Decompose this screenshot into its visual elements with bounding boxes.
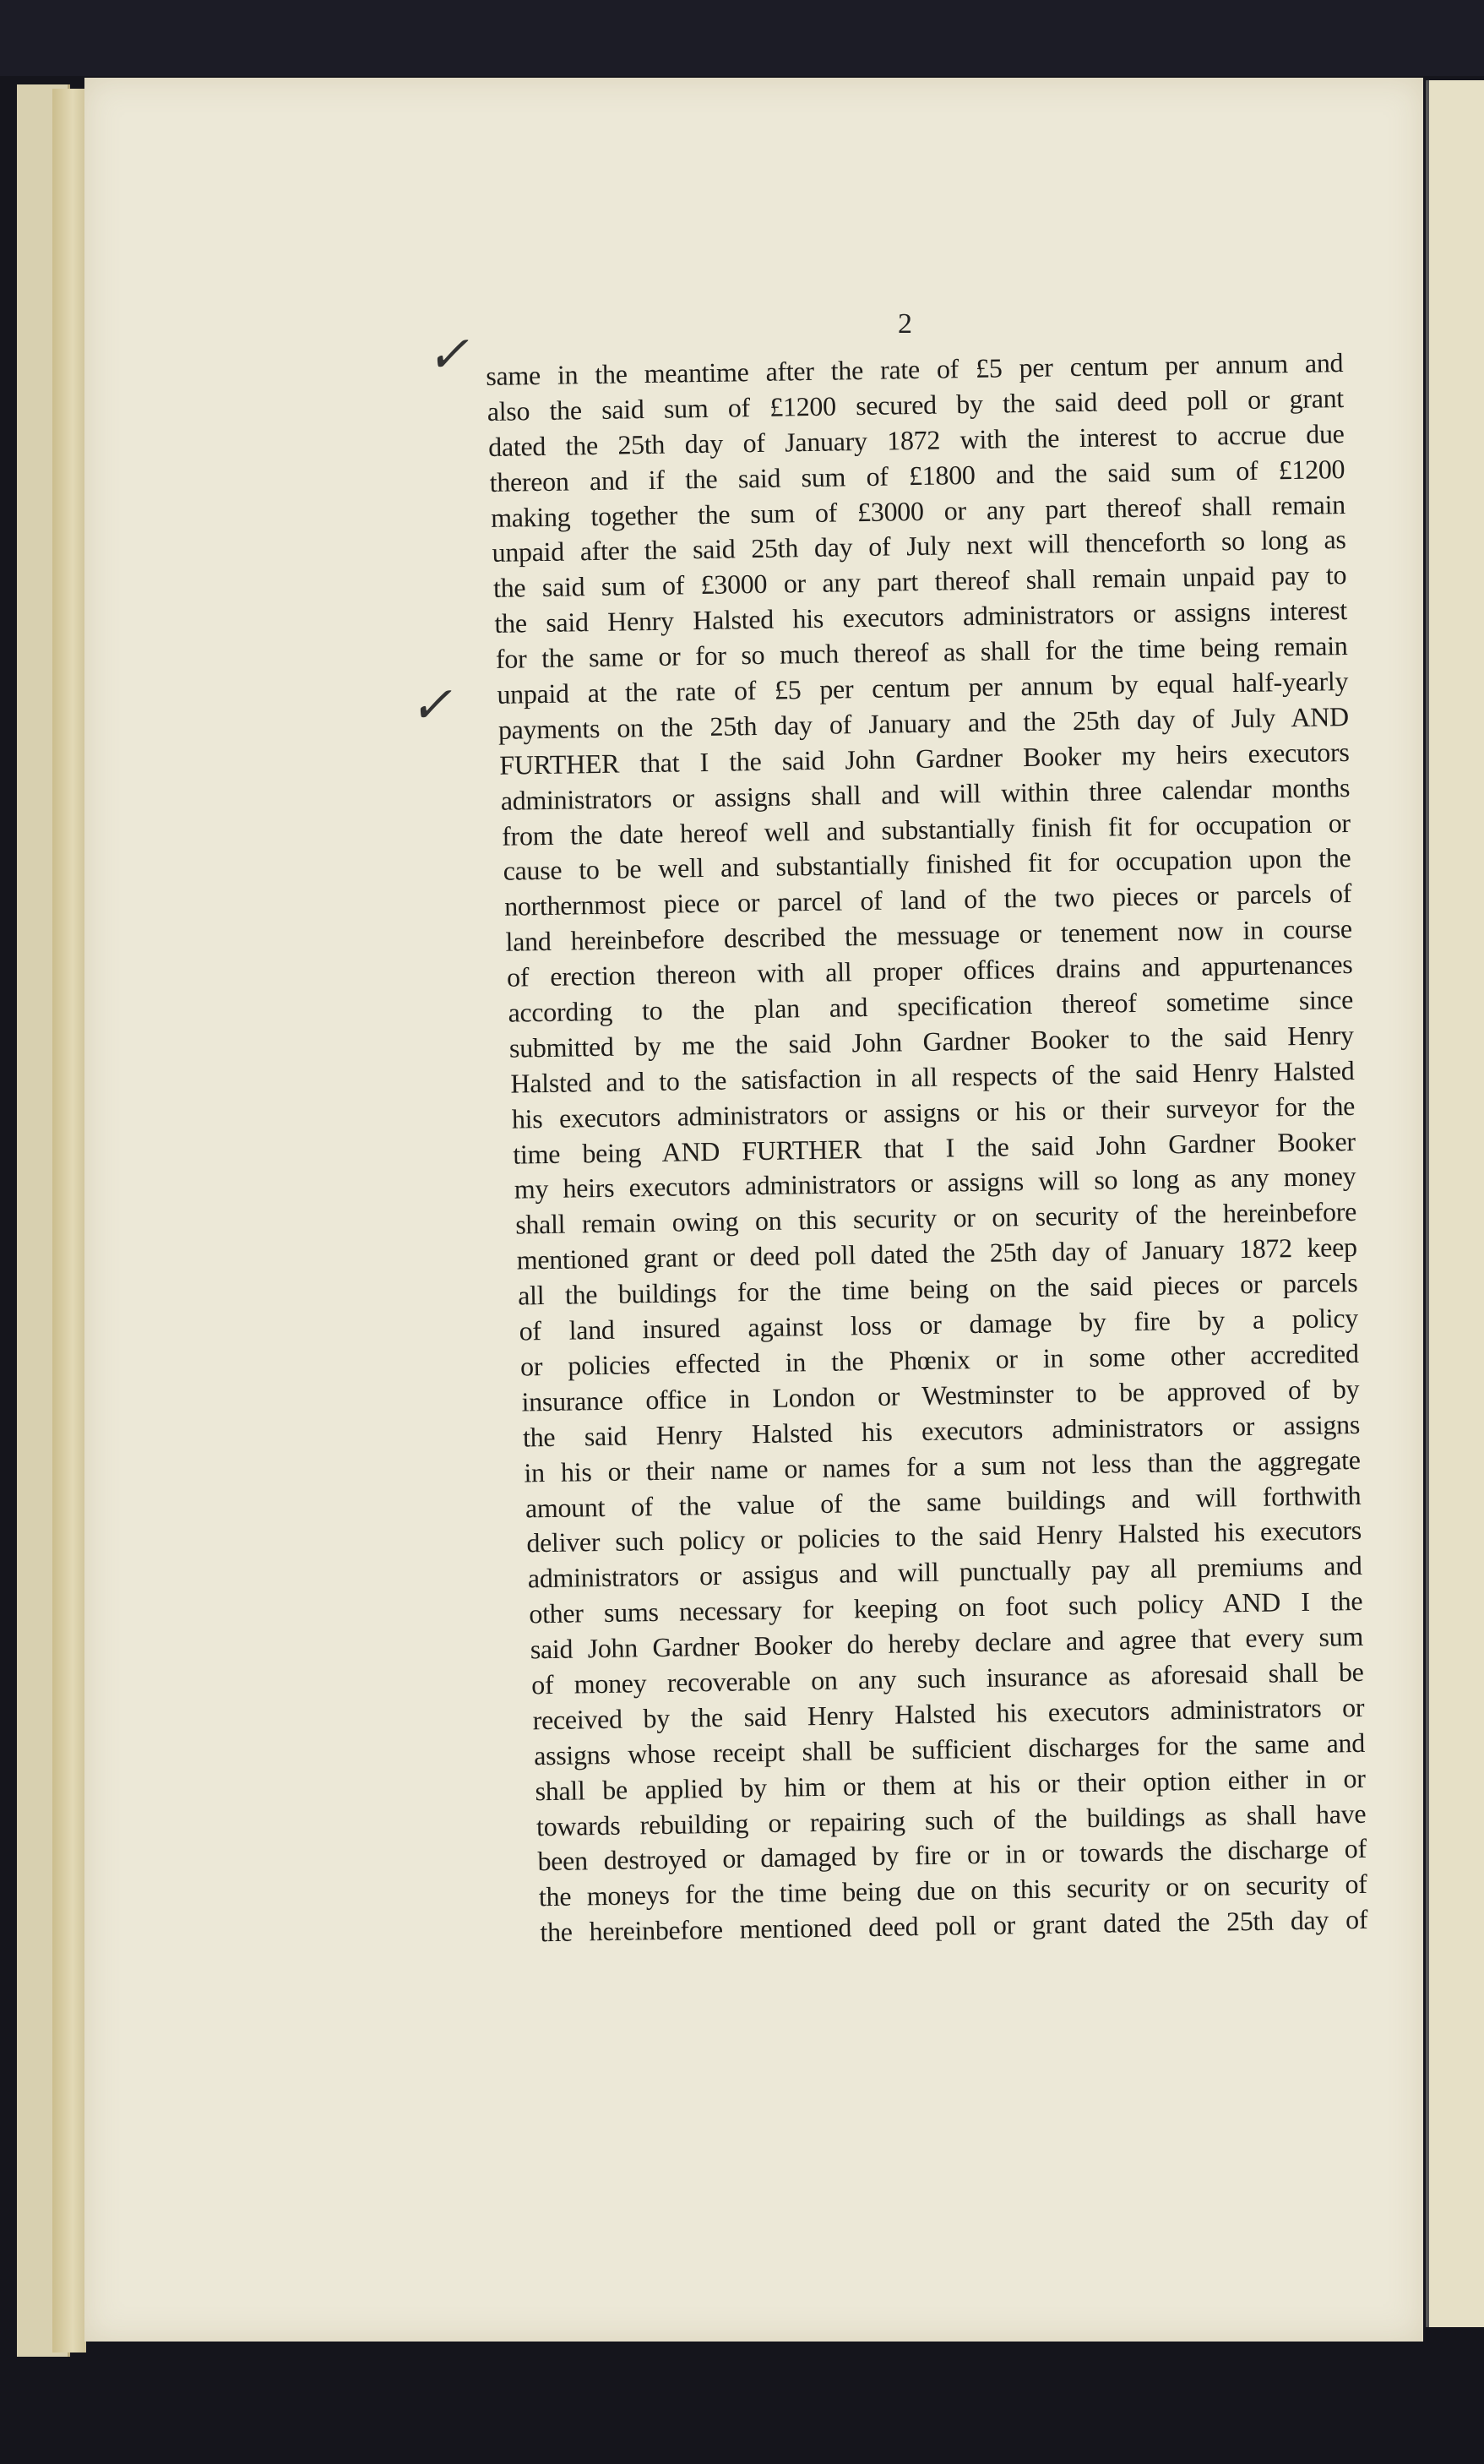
text-line: other sums necessary for keeping on foot such policy AND I the bbox=[529, 1586, 1363, 1629]
text-line: from the date hereof well and substantially finish fit for occupation or bbox=[501, 807, 1351, 851]
text-line: shall remain owing on this security or on security of the hereinbefore bbox=[515, 1196, 1357, 1240]
text-line: been destroyed or damaged by fire or in or towards the discharge of bbox=[537, 1833, 1367, 1877]
text-line: administrators or assigus and will punctually pay all premiums and bbox=[527, 1550, 1362, 1594]
text-line: all the buildings for the time being on the said pieces or parcels bbox=[517, 1267, 1358, 1311]
checkmark-annotation-icon: ✓ bbox=[410, 677, 453, 733]
text-line: same in the meantime after the rate of £5 per centum per annum and bbox=[486, 347, 1344, 391]
text-line: making together the sum of £3000 or any part thereof shall remain bbox=[490, 488, 1346, 533]
text-line: of erection thereon with all proper offices drains and appurtenances bbox=[506, 949, 1353, 993]
text-line: cause to be well and substantially finished fit for occupation upon the bbox=[503, 842, 1351, 887]
next-page-edge bbox=[1426, 80, 1484, 2327]
text-line: assigns whose receipt shall be sufficient discharges for the same and bbox=[533, 1727, 1366, 1771]
text-line: of land insured against loss or damage by fire by a policy bbox=[519, 1302, 1359, 1346]
text-line: the said sum of £3000 or any part thereof shall remain unpaid pay to bbox=[492, 559, 1347, 604]
text-line: payments on the 25th day of January and the 25th day of July AND bbox=[497, 700, 1350, 745]
text-line: the said Henry Halsted his executors administrators or assigns interest bbox=[494, 595, 1348, 639]
text-line: Halsted and to the satisfaction in all respects of the said Henry Halsted bbox=[510, 1054, 1355, 1099]
text-line: for the same or for so much thereof as shall for the time being remain bbox=[495, 630, 1348, 674]
text-line: the said Henry Halsted his executors administrators or assigns bbox=[522, 1408, 1361, 1453]
text-line: the hereinbefore mentioned deed poll or grant dated the 25th day of bbox=[540, 1904, 1368, 1948]
text-line: land hereinbefore described the messuage or tenement now in course bbox=[505, 913, 1352, 957]
text-line: or policies effected in the Phœnix or in some other accredited bbox=[519, 1337, 1359, 1382]
text-line: towards rebuilding or repairing such of the buildings as shall have bbox=[535, 1798, 1367, 1841]
text-line: my heirs executors administrators or assigns will so long as any money bbox=[514, 1161, 1356, 1205]
text-line: his executors administrators or assigns or his or their surveyor for the bbox=[511, 1090, 1356, 1134]
text-line: according to the plan and specification thereof sometime since bbox=[508, 983, 1354, 1028]
page-number: 2 bbox=[898, 308, 912, 340]
text-line: submitted by me the said John Gardner Booker to the said Henry bbox=[508, 1019, 1354, 1063]
text-line: dated the 25th day of January 1872 with the interest to accrue due bbox=[487, 417, 1345, 462]
text-line: mentioned grant or deed poll dated the 25th day of January 1872 keep bbox=[516, 1232, 1357, 1276]
text-line: thereon and if the said sum of £1800 and the said sum of £1200 bbox=[489, 453, 1345, 498]
text-line: insurance office in London or Westminster to be approved of by bbox=[521, 1373, 1360, 1417]
text-line: unpaid at the rate of £5 per centum per annum by equal half-yearly bbox=[497, 666, 1349, 710]
text-line: administrators or assigns shall and will within three calendar months bbox=[500, 771, 1351, 816]
text-line: deliver such policy or policies to the said Henry Halsted his executors bbox=[526, 1515, 1362, 1558]
document-body-text bbox=[486, 345, 1367, 1951]
text-line: of money recoverable on any such insurance as aforesaid shall be bbox=[530, 1656, 1364, 1700]
text-line: northernmost piece or parcel of land of the two pieces or parcels of bbox=[503, 878, 1352, 922]
text-line: unpaid after the said 25th day of July next will thenceforth so long as bbox=[492, 524, 1346, 568]
text-line: shall be applied by him or them at his or their option either in or bbox=[535, 1762, 1366, 1806]
text-line: in his or their name or names for a sum not less than the aggregate bbox=[524, 1444, 1361, 1488]
text-line: amount of the value of the same buildings and will forthwith bbox=[525, 1479, 1362, 1523]
book-spine bbox=[52, 89, 86, 2352]
text-line: received by the said Henry Halsted his executors administrators or bbox=[532, 1691, 1365, 1736]
scanner-background bbox=[0, 0, 1484, 76]
text-line: the moneys for the time being due on this security or on security of bbox=[538, 1868, 1367, 1912]
text-line: also the said sum of £1200 secured by the said deed poll or grant bbox=[487, 382, 1345, 427]
checkmark-annotation-icon: ✓ bbox=[427, 327, 470, 383]
text-line: said John Gardner Booker do hereby declare and agree that every sum bbox=[530, 1620, 1364, 1665]
text-line: time being AND FURTHER that I the said John Gardner Booker bbox=[513, 1125, 1356, 1170]
text-line: FURTHER that I the said John Gardner Booker my heirs executors bbox=[499, 736, 1350, 781]
